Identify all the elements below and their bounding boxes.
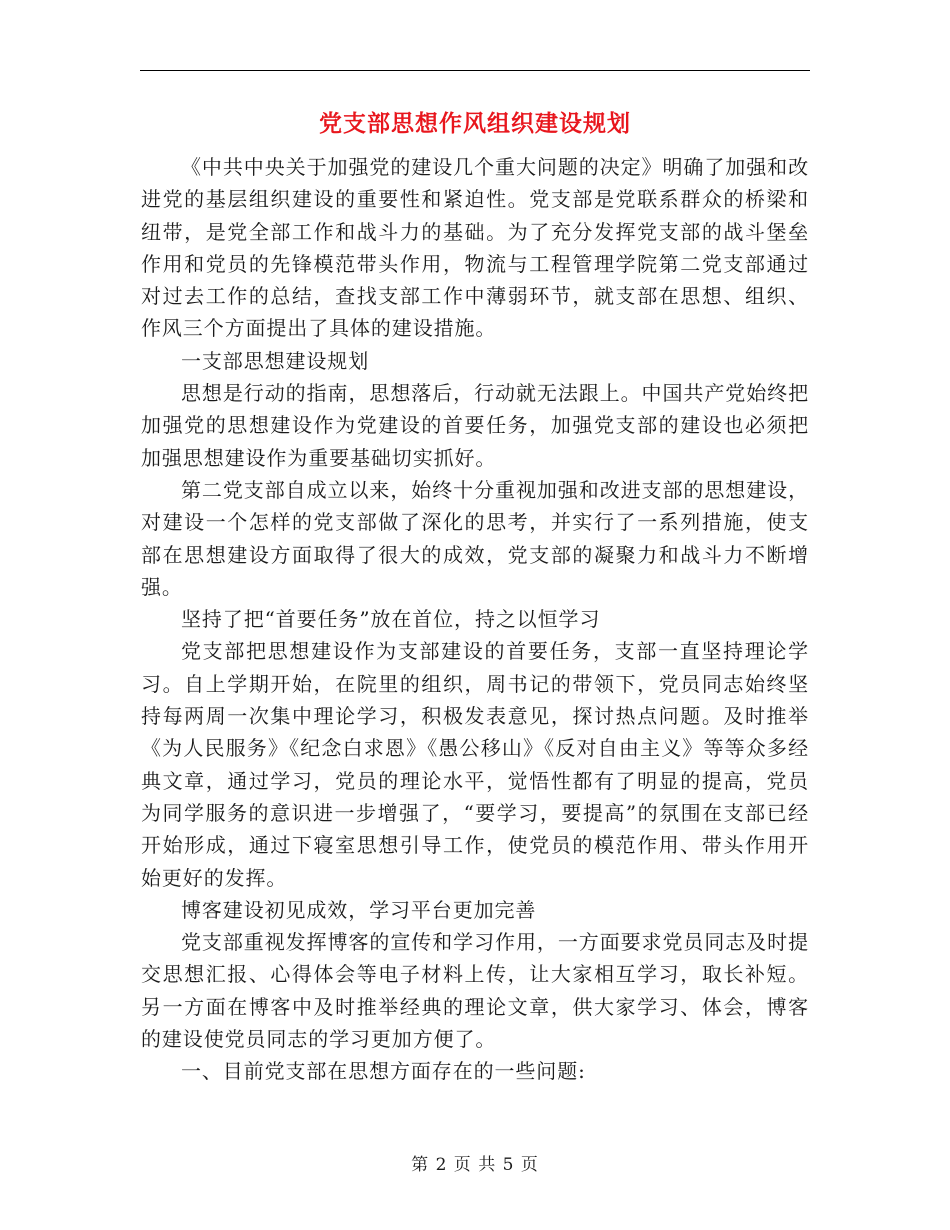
intro-paragraph: 《中共中央关于加强党的建设几个重大问题的决定》明确了加强和改进党的基层组织建设的重要性和紧迫性。党支部是党联系群众的桥梁和纽带，是党全部工作和战斗力的基础。为了充分发挥党支部的战斗堡垒作用和党员的先锋模范带头作用，物流与工程管理学院第二党支部通过对过去工作的总结，查找支部工作中薄弱环节，就支部在思想、组织、作风三个方面提出了具体的建设措施。 xyxy=(141,155,809,341)
header-rule xyxy=(140,70,810,71)
subheading-problems: 一、目前党支部在思想方面存在的一些问题: xyxy=(181,1059,586,1084)
document-body xyxy=(141,151,809,1088)
body-paragraph: 思想是行动的指南，思想落后，行动就无法跟上。中国共产党始终把加强党的思想建设作为党建设的首要任务，加强党支部的建设也必须把加强思想建设作为重要基础切实抓好。 xyxy=(141,381,809,470)
subheading-first-task: 坚持了把“首要任务”放在首位，持之以恒学习 xyxy=(181,607,601,632)
document-title: 党支部思想作风组织建设规划 xyxy=(319,110,631,137)
page-number-footer: 第 2 页 共 5 页 xyxy=(411,1155,539,1175)
body-paragraph: 第二党支部自成立以来，始终十分重视加强和改进支部的思想建设，对建设一个怎样的党支部做了深化的思考，并实行了一系列措施，使支部在思想建设方面取得了很大的成效，党支部的凝聚力和战斗力不断增强。 xyxy=(141,477,809,599)
subheading-blog-building: 博客建设初见成效，学习平台更加完善 xyxy=(181,897,537,922)
section-heading-thought-building: 一支部思想建设规划 xyxy=(181,348,370,373)
body-paragraph: 党支部把思想建设作为支部建设的首要任务，支部一直坚持理论学习。自上学期开始，在院里的组织，周书记的带领下，党员同志始终坚持每两周一次集中理论学习，积极发表意见，探讨热点问题。及时推举《为人民服务》《纪念白求恩》《愚公移山》《反对自由主义》等等众多经典文章，通过学习，党员的理论水平，觉悟性都有了明显的提高，党员为同学服务的意识进一步增强了，“要学习，要提高”的氛围在支部已经开始形成，通过下寝室思想引导工作，使党员的模范作用、带头作用开始更好的发挥。 xyxy=(141,639,809,890)
body-paragraph: 党支部重视发挥博客的宣传和学习作用，一方面要求党员同志及时提交思想汇报、心得体会等电子材料上传，让大家相互学习，取长补短。另一方面在博客中及时推举经典的理论文章，供大家学习、体会，博客的建设使党员同志的学习更加方便了。 xyxy=(141,930,809,1052)
